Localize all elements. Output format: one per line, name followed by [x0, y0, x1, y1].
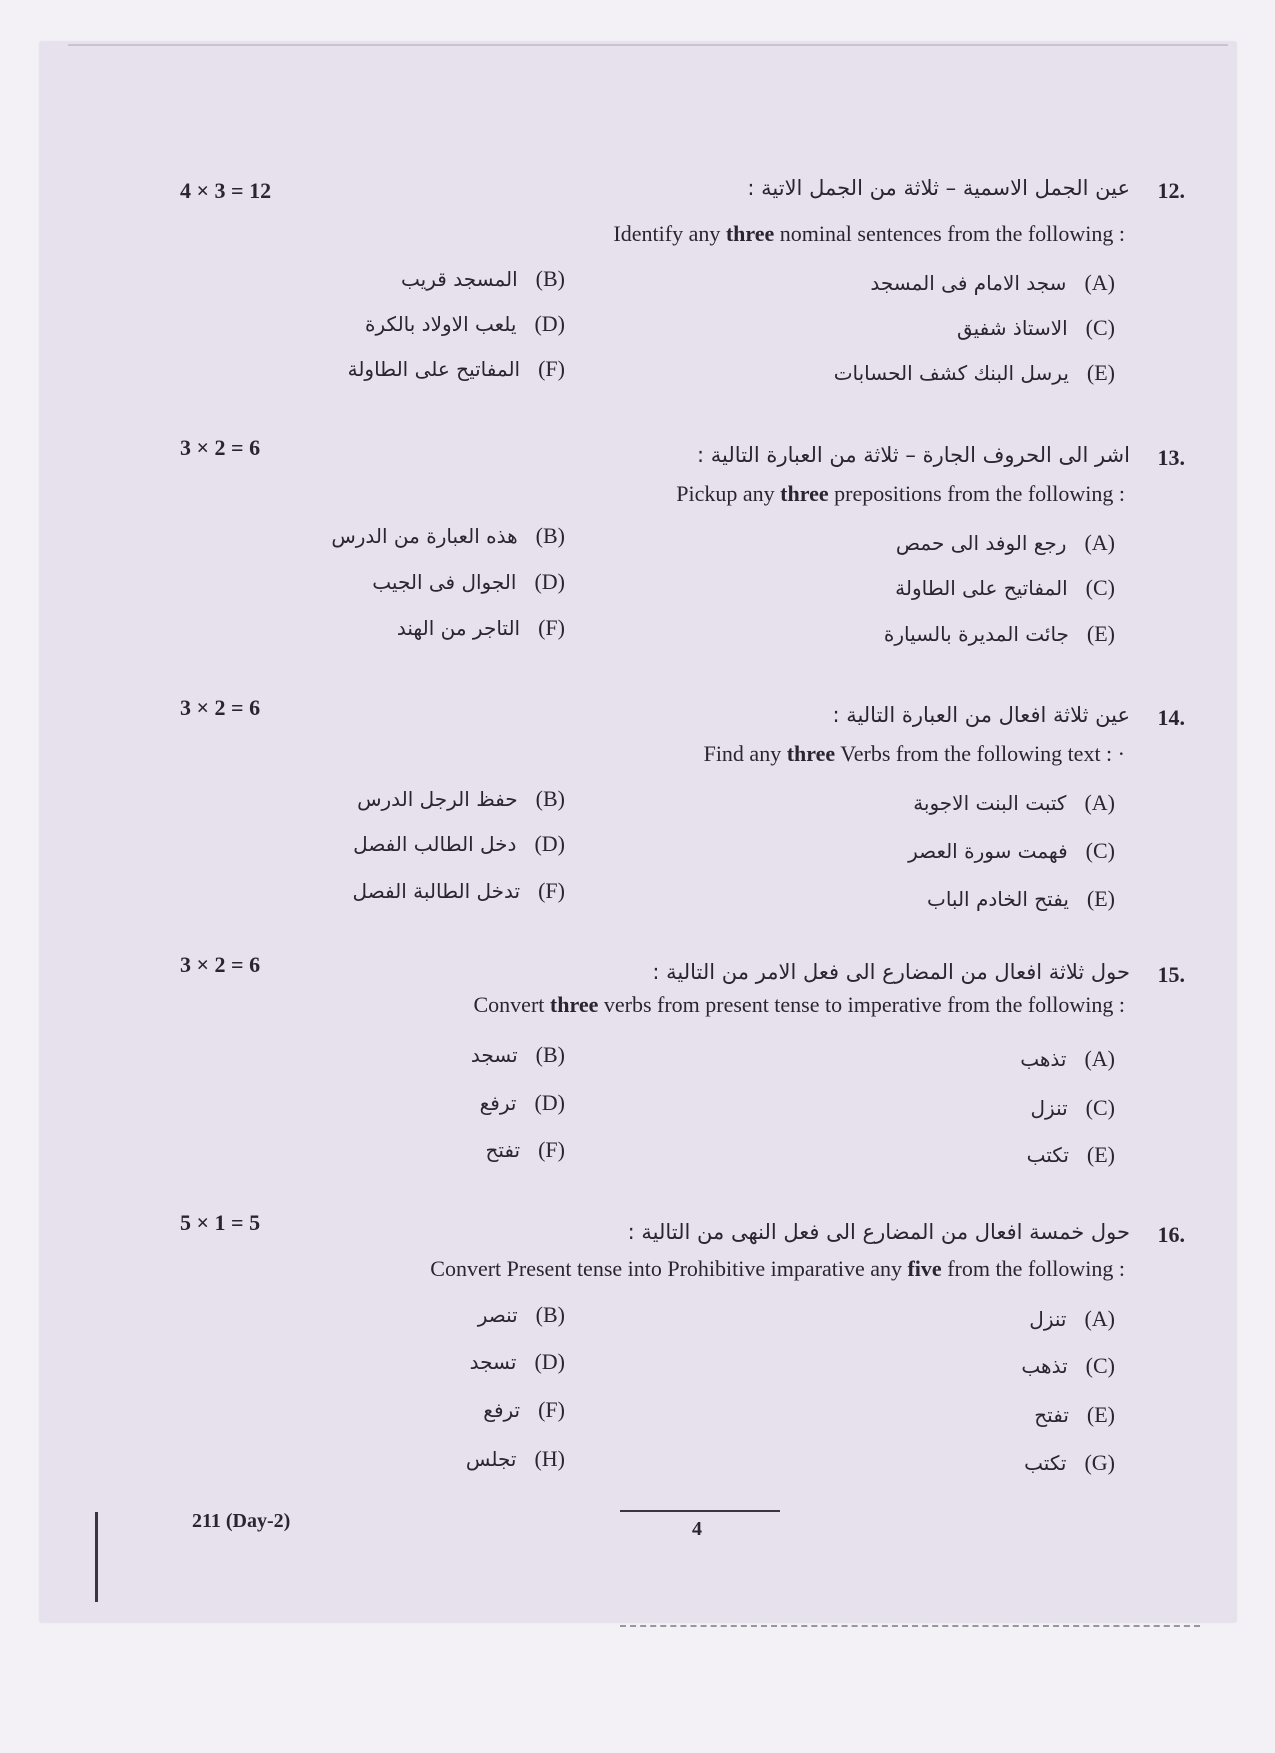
arabic-instruction: عين الجمل الاسمية – ثلاثة من الجمل الاتية : — [747, 176, 1130, 200]
option-c: (C)المفاتيح على الطاولة — [895, 575, 1115, 600]
option-a: (A)كتبت البنت الاجوبة — [913, 790, 1115, 815]
option-d: (D)دخل الطالب الفصل — [353, 831, 565, 856]
arabic-instruction: حول ثلاثة افعال من المضارع الى فعل الامر من التالية : — [652, 960, 1130, 984]
option-e: (E)يفتح الخادم الباب — [927, 886, 1115, 911]
option-a: (A)تنزل — [1029, 1306, 1115, 1331]
marks: 3 × 2 = 6 — [180, 695, 261, 720]
english-instruction: Convert three verbs from present tense to imperative from the following : — [473, 992, 1125, 1017]
option-a: (A)رجع الوفد الى حمص — [895, 530, 1115, 555]
option-a: (A)سجد الامام فى المسجد — [870, 270, 1115, 295]
option-b: (B)المسجد قريب — [401, 266, 565, 291]
english-instruction: Pickup any three prepositions from the following : — [676, 481, 1125, 506]
arabic-instruction: حول خمسة افعال من المضارع الى فعل النهى من التالية : — [627, 1220, 1130, 1244]
marks: 3 × 2 = 6 — [180, 435, 261, 460]
option-f: (F)ترفع — [483, 1397, 565, 1422]
option-e: (E)تكتب — [1026, 1142, 1115, 1167]
arabic-instruction: عين ثلاثة افعال من العبارة التالية : — [832, 703, 1130, 727]
option-f: (F)المفاتيح على الطاولة — [347, 356, 565, 381]
english-instruction: Identify any three nominal sentences from the following : — [613, 221, 1125, 246]
option-c: (C)فهمت سورة العصر — [908, 838, 1115, 863]
option-d: (D)ترفع — [479, 1090, 565, 1115]
question-number: 16. — [1157, 1222, 1185, 1247]
option-c: (C)تذهب — [1021, 1353, 1115, 1378]
option-e: (E)جائت المديرة بالسيارة — [883, 621, 1115, 646]
question-number: 13. — [1157, 445, 1185, 470]
bottom-dashed-line — [620, 1625, 1200, 1628]
question-number: 15. — [1157, 962, 1185, 987]
option-c: (C)تنزل — [1030, 1095, 1115, 1120]
option-b: (B)تنصر — [477, 1302, 565, 1327]
top-border-line — [68, 44, 1228, 46]
marks: 3 × 2 = 6 — [180, 952, 261, 977]
option-c: (C)الاستاذ شفيق — [956, 315, 1115, 340]
question-number: 12. — [1157, 178, 1185, 203]
option-d: (D)يلعب الاولاد بالكرة — [365, 311, 565, 336]
option-a: (A)تذهب — [1020, 1046, 1115, 1071]
option-d: (D)الجوال فى الجيب — [372, 569, 565, 594]
marks: 4 × 3 = 12 — [180, 178, 272, 203]
option-d: (D)تسجد — [469, 1349, 565, 1374]
option-h: (H)تجلس — [465, 1446, 565, 1471]
option-f: (F)التاجر من الهند — [396, 615, 565, 640]
footer-rule — [620, 1510, 780, 1512]
question-number: 14. — [1157, 705, 1185, 730]
arabic-instruction: اشر الى الحروف الجارة – ثلاثة من العبارة التالية : — [697, 443, 1130, 467]
option-e: (E)يرسل البنك كشف الحسابات — [833, 360, 1115, 385]
marks: 5 × 1 = 5 — [180, 1210, 261, 1235]
option-b: (B)تسجد — [470, 1042, 565, 1067]
english-instruction: Convert Present tense into Prohibitive imparative any five from the following : — [430, 1256, 1125, 1281]
page-number: 4 — [692, 1518, 702, 1540]
option-f: (F)تدخل الطالبة الفصل — [352, 878, 565, 903]
option-f: (F)تفتح — [485, 1137, 565, 1162]
option-g: (G)تكتب — [1024, 1450, 1115, 1475]
english-instruction: Find any three Verbs from the following text : · — [703, 741, 1125, 766]
paper-code: 211 (Day-2) — [192, 1510, 291, 1532]
option-b: (B)هذه العبارة من الدرس — [331, 523, 565, 548]
option-e: (E)تفتح — [1034, 1402, 1115, 1427]
margin-bar — [95, 1512, 98, 1602]
option-b: (B)حفظ الرجل الدرس — [357, 786, 565, 811]
